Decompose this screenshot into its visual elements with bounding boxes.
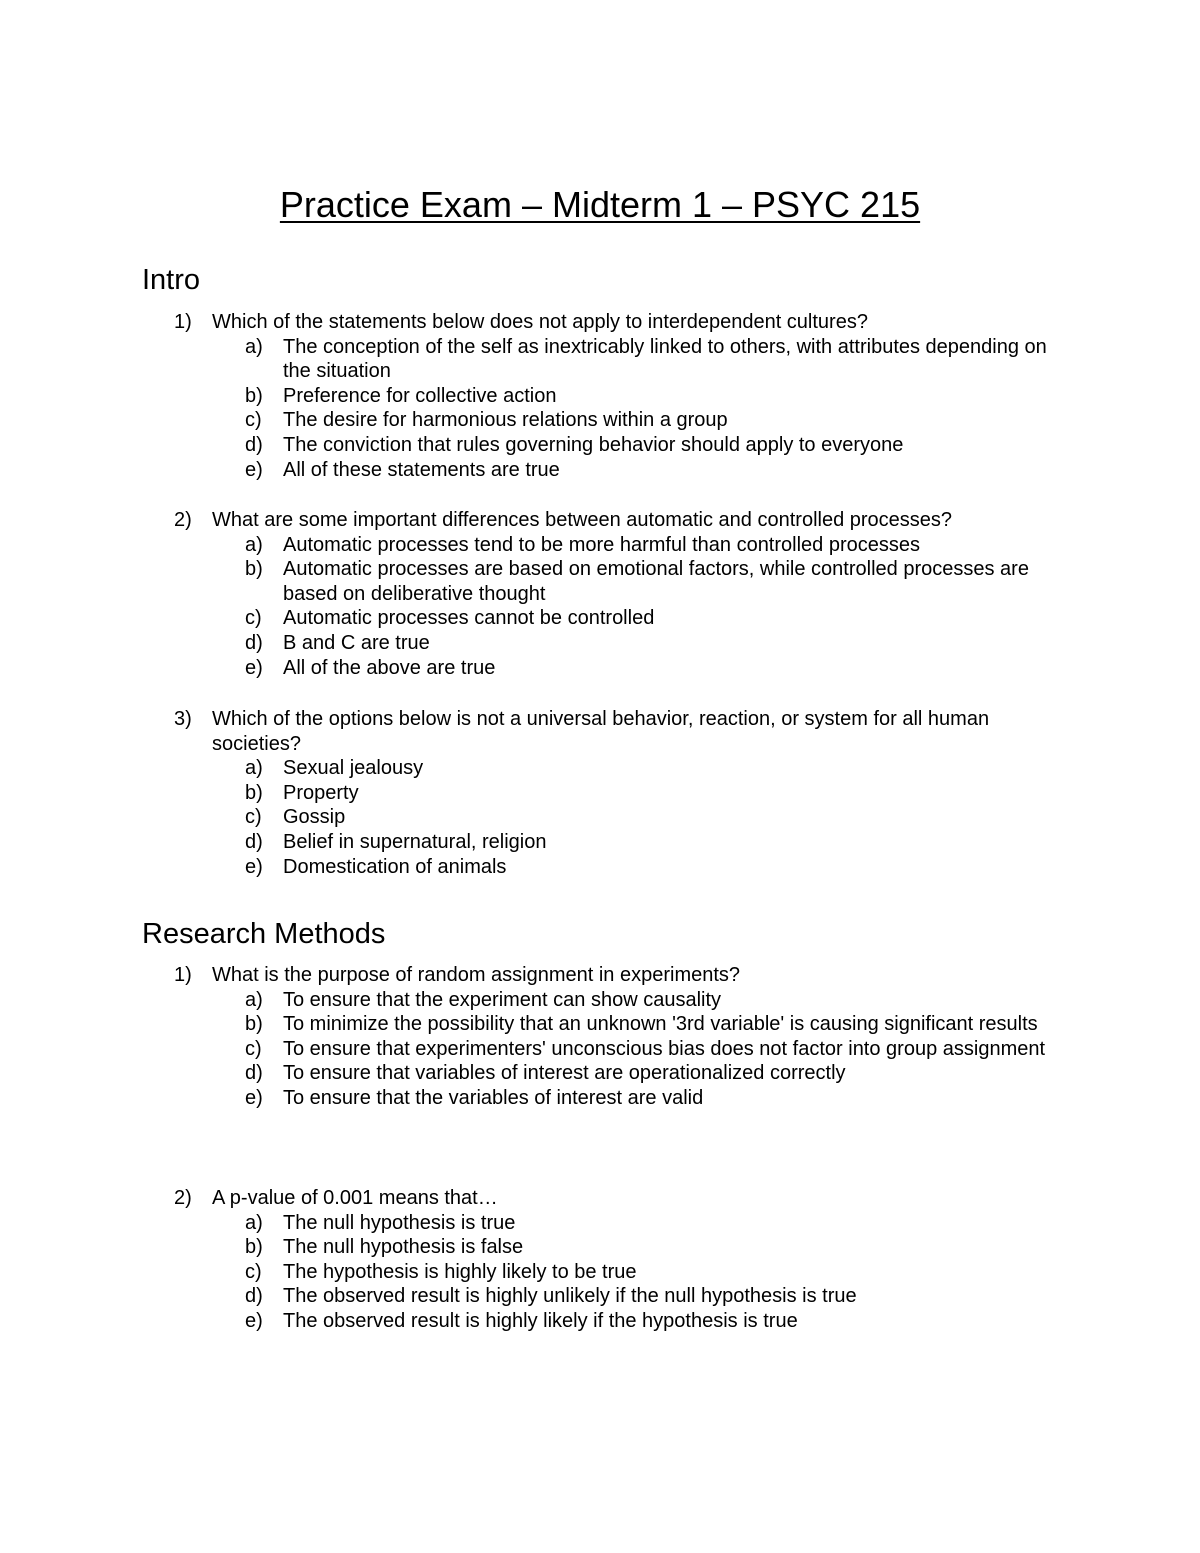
section-heading-intro: Intro xyxy=(142,264,201,296)
option-letter: a) xyxy=(245,533,263,556)
question-research-1 xyxy=(0,963,1200,1111)
answer-option xyxy=(0,1037,1200,1062)
option-letter: a) xyxy=(245,335,263,358)
question-intro-3 xyxy=(0,707,1200,879)
answer-option xyxy=(0,1235,1200,1260)
option-text: To minimize the possibility that an unknown '3rd variable' is causing significant results xyxy=(283,1013,1038,1036)
answer-option xyxy=(0,988,1200,1013)
option-letter: b) xyxy=(245,558,263,581)
answer-option xyxy=(0,408,1200,433)
option-text: B and C are true xyxy=(283,631,430,654)
answer-option xyxy=(0,830,1200,855)
question-stem xyxy=(0,963,1200,988)
option-letter: d) xyxy=(245,830,263,853)
option-text: All of these statements are true xyxy=(283,458,560,481)
answer-option xyxy=(0,756,1200,781)
question-number: 2) xyxy=(174,1187,192,1209)
answer-option xyxy=(0,1284,1200,1309)
option-letter: c) xyxy=(245,806,262,829)
question-number: 3) xyxy=(174,708,192,730)
answer-option xyxy=(0,805,1200,830)
option-text: Belief in supernatural, religion xyxy=(283,830,547,853)
option-letter: a) xyxy=(245,1211,263,1234)
answer-option xyxy=(0,533,1200,558)
option-letter: d) xyxy=(245,1285,263,1308)
answer-option xyxy=(0,384,1200,409)
question-intro-1 xyxy=(0,310,1200,482)
option-text: Property xyxy=(283,781,359,804)
answer-option xyxy=(0,1086,1200,1111)
section-heading-research-methods: Research Methods xyxy=(142,918,386,950)
option-text: The conviction that rules governing behavior should apply to everyone xyxy=(283,433,904,456)
option-text: Domestication of animals xyxy=(283,855,507,878)
question-text: What are some important differences between automatic and controlled processes? xyxy=(212,509,953,531)
answer-option xyxy=(0,656,1200,681)
option-letter: c) xyxy=(245,1037,262,1060)
option-letter: c) xyxy=(245,607,262,630)
question-text: What is the purpose of random assignment in experiments? xyxy=(212,964,741,986)
option-letter: e) xyxy=(245,855,263,878)
answer-option xyxy=(0,781,1200,806)
answer-option xyxy=(0,458,1200,483)
option-text: The null hypothesis is false xyxy=(283,1236,524,1259)
option-letter: e) xyxy=(245,1309,263,1332)
question-research-2 xyxy=(0,1186,1200,1334)
option-letter: b) xyxy=(245,781,263,804)
option-text: All of the above are true xyxy=(283,656,496,679)
option-letter: e) xyxy=(245,458,263,481)
answer-option xyxy=(0,557,1200,606)
option-letter: e) xyxy=(245,1086,263,1109)
option-text: The observed result is highly unlikely if the null hypothesis is true xyxy=(283,1285,857,1308)
answer-option xyxy=(0,1211,1200,1236)
option-text: The desire for harmonious relations within a group xyxy=(283,409,728,432)
option-letter: b) xyxy=(245,1013,263,1036)
answer-option xyxy=(0,631,1200,656)
answer-option xyxy=(0,1012,1200,1037)
answer-option xyxy=(0,606,1200,631)
option-text: Gossip xyxy=(283,806,346,829)
answer-option xyxy=(0,335,1200,384)
question-number: 2) xyxy=(174,509,192,531)
option-text: To ensure that experimenters' unconscious bias does not factor into group assignment xyxy=(283,1037,1046,1060)
question-text: Which of the statements below does not apply to interdependent cultures? xyxy=(212,311,868,333)
question-intro-2 xyxy=(0,508,1200,680)
option-text: The null hypothesis is true xyxy=(283,1211,516,1234)
answer-option xyxy=(0,433,1200,458)
option-letter: d) xyxy=(245,631,263,654)
question-text: A p-value of 0.001 means that… xyxy=(212,1187,498,1209)
page-title: Practice Exam – Midterm 1 – PSYC 215 xyxy=(279,184,921,225)
option-letter: b) xyxy=(245,1236,263,1259)
option-letter: e) xyxy=(245,656,263,679)
option-text: Automatic processes cannot be controlled xyxy=(283,607,655,630)
option-text: To ensure that the variables of interest are valid xyxy=(283,1086,704,1109)
option-letter: c) xyxy=(245,1260,262,1283)
option-letter: b) xyxy=(245,384,263,407)
option-text: The observed result is highly likely if the hypothesis is true xyxy=(283,1309,798,1332)
option-text: To ensure that the experiment can show causality xyxy=(283,988,722,1011)
option-text: Automatic processes are based on emotional factors, while controlled processes are based on deliberative thought xyxy=(283,558,1029,605)
option-letter: c) xyxy=(245,409,262,432)
answer-option xyxy=(0,1260,1200,1285)
option-text: Preference for collective action xyxy=(283,384,557,407)
answer-option xyxy=(0,855,1200,880)
option-text: The conception of the self as inextricably linked to others, with attributes depending on the situation xyxy=(283,335,1047,383)
answer-option xyxy=(0,1061,1200,1086)
option-text: The hypothesis is highly likely to be true xyxy=(283,1260,637,1283)
question-number: 1) xyxy=(174,964,192,986)
answer-option xyxy=(0,1309,1200,1334)
option-text: Automatic processes tend to be more harmful than controlled processes xyxy=(283,533,920,556)
question-number: 1) xyxy=(174,311,192,333)
option-letter: a) xyxy=(245,988,263,1011)
question-stem xyxy=(0,310,1200,335)
question-stem xyxy=(0,508,1200,533)
question-text: Which of the options below is not a universal behavior, reaction, or system for all human societies? xyxy=(212,708,990,755)
option-text: To ensure that variables of interest are operationalized correctly xyxy=(283,1062,846,1085)
question-stem xyxy=(0,1186,1200,1211)
option-letter: d) xyxy=(245,433,263,456)
option-text: Sexual jealousy xyxy=(283,757,424,780)
option-letter: d) xyxy=(245,1062,263,1085)
option-letter: a) xyxy=(245,757,263,780)
question-stem xyxy=(0,707,1200,756)
